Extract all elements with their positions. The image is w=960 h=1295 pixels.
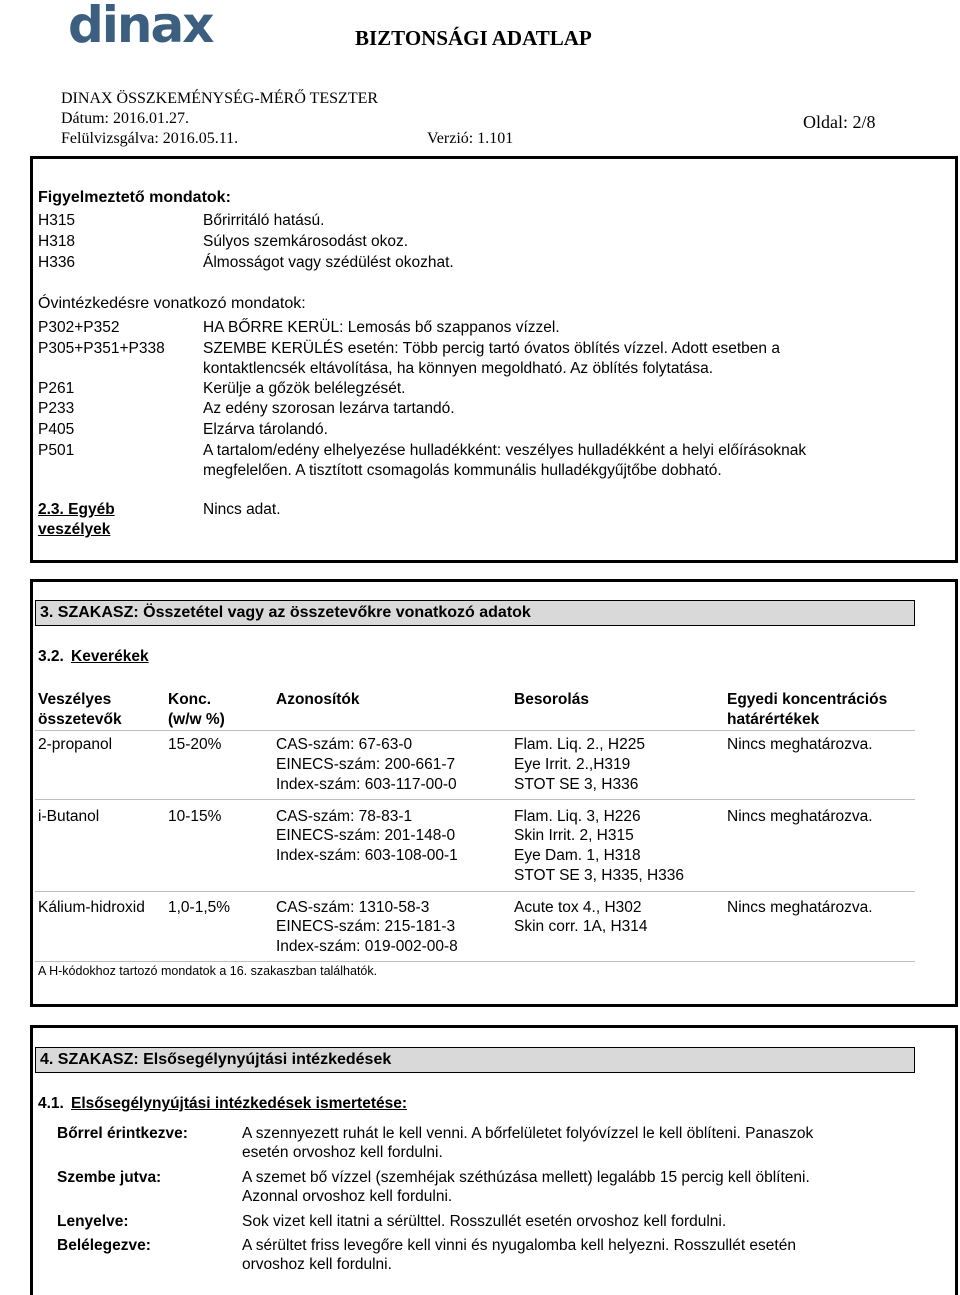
version: Verzió: 1.101 — [427, 130, 514, 147]
warning-text: Álmosságot vagy szédülést okozhat. — [203, 254, 454, 271]
component-id: CAS-szám: 78-83-1 — [276, 808, 413, 825]
table-divider — [35, 891, 915, 892]
revision-date: Felülvizsgálva: 2016.05.11. — [61, 130, 239, 147]
component-id: EINECS-szám: 215-181-3 — [276, 918, 456, 935]
warning-text: Súlyos szemkárosodást okoz. — [203, 233, 409, 250]
col-header-component: Veszélyes — [38, 691, 112, 708]
company-logo — [68, 0, 213, 60]
firstaid-label: Bőrrel érintkezve: — [57, 1125, 188, 1142]
col-header-classification: Besorolás — [514, 691, 589, 708]
component-name: 2-propanol — [38, 736, 113, 753]
firstaid-text: Sok vizet kell itatni a sérülttel. Rosszullét esetén orvoshoz kell fordulni. — [242, 1213, 727, 1230]
component-conc: 15-20% — [168, 736, 222, 753]
precaution-text: A tartalom/edény elhelyezése hulladékként: veszélyes hulladékként a helyi előírásoknak — [203, 442, 807, 459]
date: Dátum: 2016.01.27. — [61, 110, 189, 127]
other-hazards-label: 2.3. Egyéb — [38, 501, 115, 518]
component-class: STOT SE 3, H335, H336 — [514, 867, 685, 884]
precaution-code: P233 — [38, 400, 75, 417]
product-name: DINAX ÖSSZKEMÉNYSÉG-MÉRŐ TESZTER — [61, 90, 379, 107]
subsection-number: 3.2. — [38, 648, 64, 665]
firstaid-text: A szennyezett ruhát le kell venni. A bőrfelületet folyóvízzel le kell öblíteni. Panaszok — [242, 1125, 814, 1142]
other-hazards-label-cont: veszélyek — [38, 521, 111, 538]
subsection-title: Keverékek — [71, 648, 149, 665]
section4-title: 4. SZAKASZ: Elsősegélynyújtási intézkedések — [35, 1047, 915, 1073]
firstaid-text-cont: orvoshoz kell fordulni. — [242, 1256, 392, 1273]
precaution-code: P302+P352 — [38, 319, 120, 336]
col-header-limits: Egyedi koncentrációs — [727, 691, 888, 708]
precautions-title: Óvintézkedésre vonatkozó mondatok: — [38, 295, 306, 312]
firstaid-text-cont: esetén orvoshoz kell fordulni. — [242, 1144, 443, 1161]
table-divider — [35, 799, 915, 800]
component-limit: Nincs meghatározva. — [727, 736, 873, 753]
component-class: STOT SE 3, H336 — [514, 776, 639, 793]
col-header-component-cont: összetevők — [38, 711, 122, 728]
component-class: Eye Irrit. 2.,H319 — [514, 756, 631, 773]
col-header-conc-unit: (w/w %) — [168, 711, 225, 728]
precaution-text-cont: kontaktlencsék eltávolítása, ha könnyen megoldható. Az öblítés folytatása. — [203, 360, 714, 377]
other-hazards-value: Nincs adat. — [203, 501, 281, 518]
precaution-code: P501 — [38, 442, 75, 459]
firstaid-label: Belélegezve: — [57, 1237, 151, 1254]
table-footnote: A H-kódokhoz tartozó mondatok a 16. szakaszban találhatók. — [38, 964, 378, 978]
component-class: Eye Dam. 1, H318 — [514, 847, 641, 864]
component-class: Acute tox 4., H302 — [514, 899, 642, 916]
component-name: i-Butanol — [38, 808, 100, 825]
subsection-number: 4.1. — [38, 1095, 64, 1112]
logo-text: dinax — [68, 0, 213, 54]
component-conc: 1,0-1,5% — [168, 899, 231, 916]
col-header-conc: Konc. — [168, 691, 212, 708]
precaution-code: P261 — [38, 380, 75, 397]
precaution-text: Kerülje a gőzök belélegzését. — [203, 380, 406, 397]
precaution-text-cont: megfelelően. A tisztított csomagolás kommunális hulladékgyűjtőbe dobható. — [203, 462, 722, 479]
precaution-text: SZEMBE KERÜLÉS esetén: Több percig tartó óvatos öblítés vízzel. Adott esetben a — [203, 340, 780, 357]
col-header-limits-cont: határértékek — [727, 711, 820, 728]
component-class: Skin corr. 1A, H314 — [514, 918, 648, 935]
component-id: Index-szám: 603-108-00-1 — [276, 847, 458, 864]
warnings-title: Figyelmeztető mondatok: — [38, 189, 231, 206]
component-limit: Nincs meghatározva. — [727, 808, 873, 825]
component-id: CAS-szám: 67-63-0 — [276, 736, 413, 753]
component-class: Flam. Liq. 3, H226 — [514, 808, 641, 825]
section3-title: 3. SZAKASZ: Összetétel vagy az összetevőkre vonatkozó adatok — [35, 600, 915, 626]
component-id: EINECS-szám: 200-661-7 — [276, 756, 456, 773]
component-id: EINECS-szám: 201-148-0 — [276, 827, 456, 844]
component-id: Index-szám: 019-002-00-8 — [276, 938, 458, 955]
component-class: Flam. Liq. 2., H225 — [514, 736, 645, 753]
precaution-text: Elzárva tárolandó. — [203, 421, 328, 438]
precaution-code: P305+P351+P338 — [38, 340, 165, 357]
section3-box — [30, 579, 958, 1007]
precaution-text: HA BŐRRE KERÜL: Lemosás bő szappanos vízzel. — [203, 319, 560, 336]
component-name: Kálium-hidroxid — [38, 899, 145, 916]
table-divider — [35, 730, 915, 731]
precaution-text: Az edény szorosan lezárva tartandó. — [203, 400, 455, 417]
warning-code: H318 — [38, 233, 76, 250]
component-id: CAS-szám: 1310-58-3 — [276, 899, 430, 916]
component-limit: Nincs meghatározva. — [727, 899, 873, 916]
firstaid-label: Lenyelve: — [57, 1213, 129, 1230]
warning-code: H336 — [38, 254, 76, 271]
document-title: BIZTONSÁGI ADATLAP — [355, 26, 592, 50]
component-conc: 10-15% — [168, 808, 222, 825]
col-header-identifiers: Azonosítók — [276, 691, 360, 708]
firstaid-text: A szemet bő vízzel (szemhéjak széthúzása mellett) legalább 15 percig kell öblíteni. — [242, 1169, 810, 1186]
component-class: Skin Irrit. 2, H315 — [514, 827, 634, 844]
warning-text: Bőrirritáló hatású. — [203, 212, 325, 229]
firstaid-text-cont: Azonnal orvoshoz kell fordulni. — [242, 1188, 453, 1205]
precaution-code: P405 — [38, 421, 75, 438]
component-id: Index-szám: 603-117-00-0 — [276, 776, 457, 793]
firstaid-text: A sérültet friss levegőre kell vinni és nyugalomba kell helyezni. Rosszullét esetén — [242, 1237, 796, 1254]
subsection-title: Elsősegélynyújtási intézkedések ismertetése: — [71, 1095, 407, 1112]
page-number: Oldal: 2/8 — [803, 112, 876, 132]
warning-code: H315 — [38, 212, 76, 229]
firstaid-label: Szembe jutva: — [57, 1169, 162, 1186]
